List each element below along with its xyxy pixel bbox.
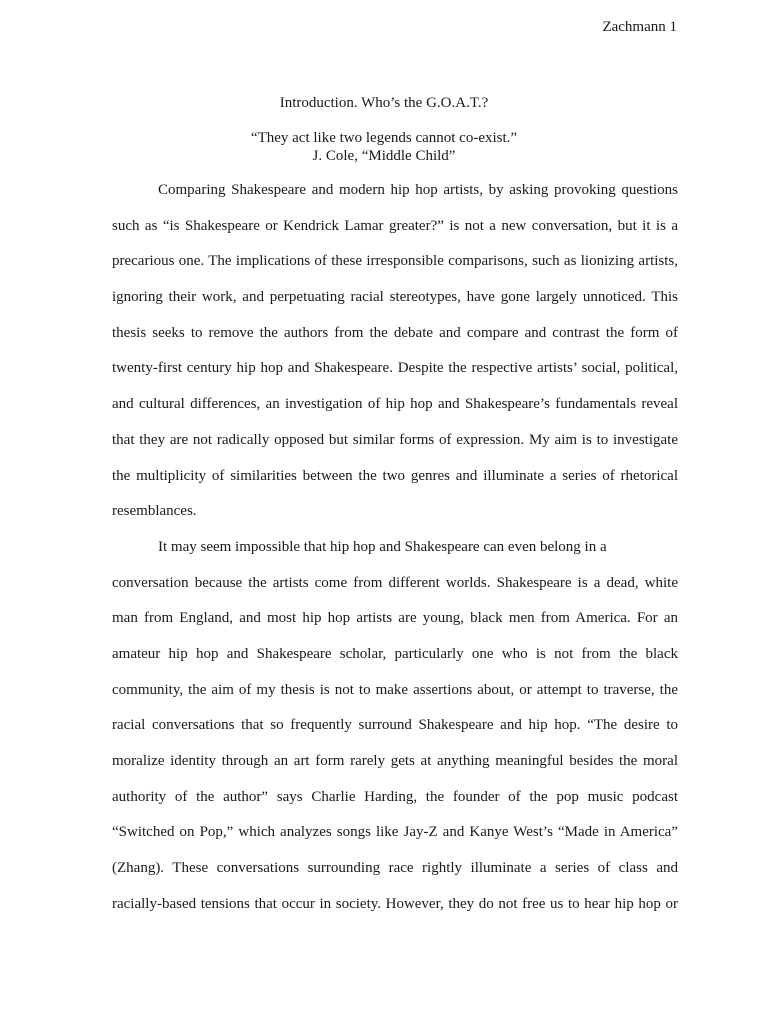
paragraph-line: (Zhang). These conversations surrounding race rightly illuminate a series of class and [112, 860, 678, 877]
paragraph-line: amateur hip hop and Shakespeare scholar, particularly one who is not from the black [112, 645, 678, 662]
paragraph-line: racially-based tensions that occur in society. However, they do not free us to hear hip hop or [112, 895, 678, 912]
epigraph-quote: “They act like two legends cannot co-exist.” [250, 130, 518, 146]
epigraph-attribution: J. Cole, “Middle Child” [312, 148, 456, 164]
paragraph-line: such as “is Shakespeare or Kendrick Lamar greater?” is not a new conversation, but it is a [112, 217, 678, 234]
paragraph-line: resemblances. [112, 503, 197, 520]
paragraph-line: “Switched on Pop,” which analyzes songs like Jay-Z and Kanye West’s “Made in America” [112, 824, 678, 841]
paragraph-line: authority of the author” says Charlie Harding, the founder of the pop music podcast [112, 788, 678, 805]
paragraph-line: Comparing Shakespeare and modern hip hop artists, by asking provoking questions [158, 182, 678, 198]
paragraph-line: community, the aim of my thesis is not to make assertions about, or attempt to traverse, the [112, 681, 678, 698]
paragraph-1 [112, 180, 678, 537]
paragraph-line: that they are not radically opposed but similar forms of expression. My aim is to investigate [112, 431, 678, 448]
paragraph-line: man from England, and most hip hop artists are young, black men from America. For an [112, 610, 678, 627]
body-text [112, 180, 678, 929]
paragraph-line: It may seem impossible that hip hop and Shakespeare can even belong in a [158, 538, 607, 555]
epigraph [0, 129, 768, 165]
paragraph-line: ignoring their work, and perpetuating racial stereotypes, have gone largely unnoticed. This [112, 289, 678, 306]
paragraph-2 [112, 537, 678, 930]
paragraph-line: thesis seeks to remove the authors from the debate and compare and contrast the form of [112, 324, 678, 341]
running-head: Zachmann 1 [602, 19, 677, 35]
paragraph-line: conversation because the artists come from different worlds. Shakespeare is a dead, white [112, 574, 678, 591]
paragraph-line: the multiplicity of similarities between the two genres and illuminate a series of rhetorical [112, 467, 678, 484]
paragraph-line: racial conversations that so frequently surround Shakespeare and hip hop. “The desire to [112, 717, 678, 734]
paragraph-line: twenty-first century hip hop and Shakespeare. Despite the respective artists’ social, political, [112, 360, 678, 377]
paragraph-line: moralize identity through an art form rarely gets at anything meaningful besides the moral [112, 753, 678, 769]
paragraph-line: and cultural differences, an investigation of hip hop and Shakespeare’s fundamentals reveal [112, 396, 678, 413]
paragraph-line: precarious one. The implications of these irresponsible comparisons, such as lionizing artists, [112, 253, 678, 270]
section-title: Introduction. Who’s the G.O.A.T.? [279, 95, 489, 111]
